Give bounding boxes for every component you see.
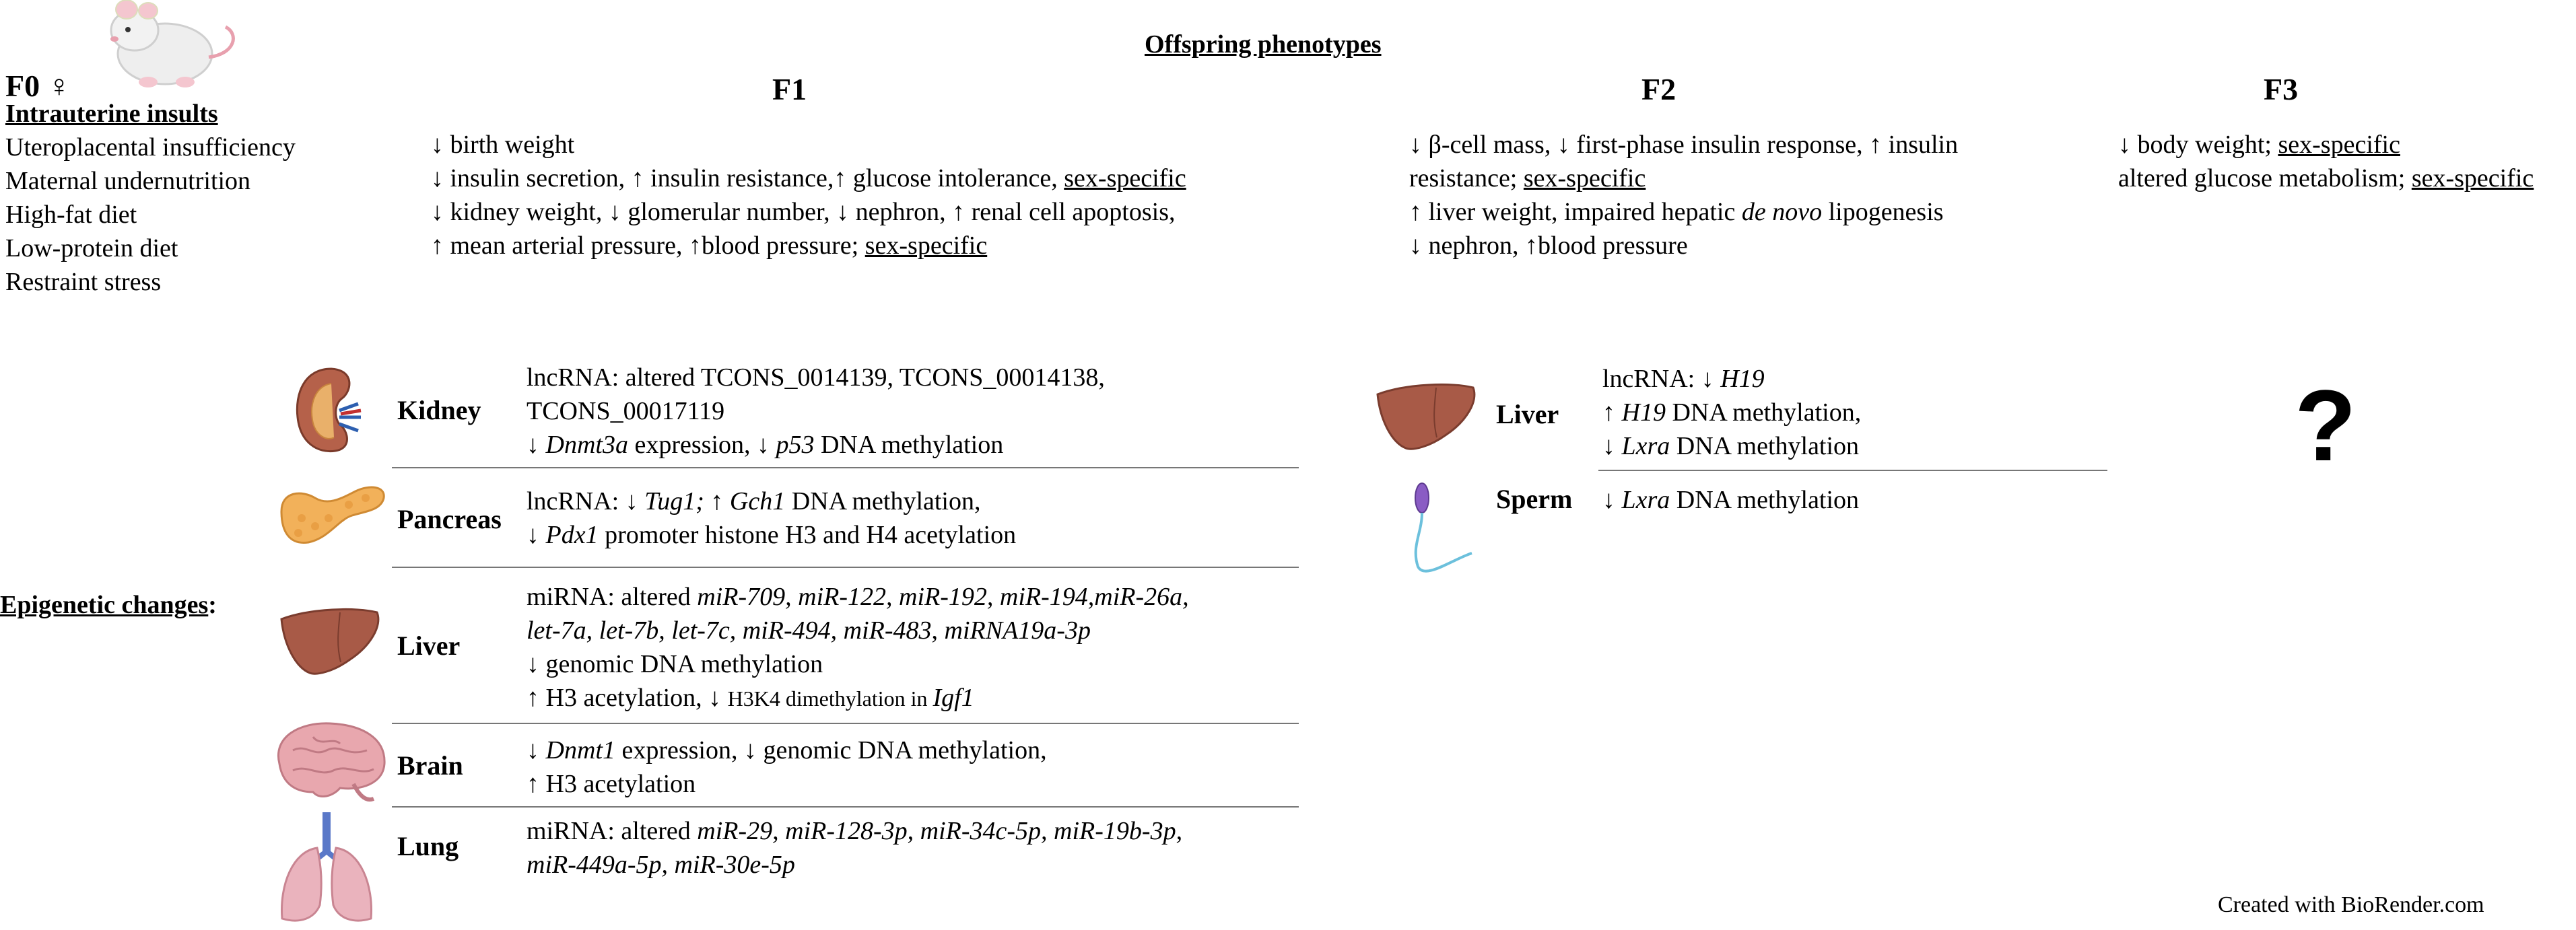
- liver-change-line: ↓ genomic DNA methylation: [527, 650, 823, 678]
- sperm-icon: [1404, 479, 1479, 580]
- liver-change-line: let-7a, let-7b, let-7c, miR-494, miR-483, miRNA19a-3p: [527, 616, 1091, 645]
- insult-item: High-fat diet: [5, 201, 137, 229]
- f1-phenotype-line: ↓ insulin secretion, ↑ insulin resistance,↑ glucose intolerance, sex-specific: [431, 164, 1186, 192]
- epigenetic-changes-label: Epigenetic changes:: [0, 591, 217, 619]
- f2-liver-change-line: ↓ Lxra DNA methylation: [1602, 432, 1860, 460]
- lung-change-line: miRNA: altered miR-29, miR-128-3p, miR-34c-5p, miR-19b-3p,: [527, 817, 1183, 845]
- f3-phenotype-line: altered glucose metabolism; sex-specific: [2118, 164, 2534, 192]
- liver-icon: [1372, 381, 1480, 455]
- lung-change-line: miR-449a-5p, miR-30e-5p: [527, 851, 795, 879]
- liver-change-line: ↑ H3 acetylation, ↓ H3K4 dimethylation in Igf1: [527, 684, 974, 712]
- lung-icon: [273, 811, 380, 929]
- f3-phenotype-line: ↓ body weight; sex-specific: [2118, 131, 2400, 159]
- insult-item: Low-protein diet: [5, 234, 178, 262]
- f2-phenotype-line: ↑ liver weight, impaired hepatic de novo lipogenesis: [1409, 198, 1944, 226]
- kidney-icon: [291, 363, 365, 458]
- f2-header: F2: [1641, 72, 1676, 106]
- sperm-change-line: ↓ Lxra DNA methylation: [1602, 486, 1860, 514]
- question-mark-icon: ?: [2295, 369, 2357, 482]
- insults-heading: Intrauterine insults: [5, 100, 218, 128]
- kidney-change-line: TCONS_00017119: [527, 397, 725, 425]
- insult-item: Maternal undernutrition: [5, 167, 251, 195]
- insult-item: Uteroplacental insufficiency: [5, 133, 296, 162]
- divider: [392, 467, 1299, 468]
- organ-label-kidney: Kidney: [397, 395, 481, 425]
- f1-header: F1: [772, 72, 807, 106]
- kidney-change-line: lncRNA: altered TCONS_0014139, TCONS_00014138,: [527, 363, 1105, 392]
- insult-item: Restraint stress: [5, 268, 162, 296]
- organ-label-lung: Lung: [397, 831, 459, 861]
- organ-label-brain: Brain: [397, 750, 463, 781]
- brain-icon: [266, 717, 394, 804]
- pancreas-icon: [275, 471, 389, 552]
- f1-phenotype-line: ↑ mean arterial pressure, ↑blood pressure; sex-specific: [431, 231, 988, 260]
- organ-label-liver-f2: Liver: [1496, 399, 1559, 429]
- pancreas-change-line: ↓ Pdx1 promoter histone H3 and H4 acetylation: [527, 521, 1017, 549]
- f2-phenotype-line: ↓ nephron, ↑blood pressure: [1409, 231, 1688, 260]
- divider: [392, 567, 1299, 568]
- f0-label: F0 ♀: [5, 69, 71, 103]
- f1-phenotype-line: ↓ birth weight: [431, 131, 575, 159]
- f1-phenotype-line: ↓ kidney weight, ↓ glomerular number, ↓ nephron, ↑ renal cell apoptosis,: [431, 198, 1176, 226]
- organ-label-liver: Liver: [397, 631, 461, 661]
- organ-label-pancreas: Pancreas: [397, 504, 502, 534]
- f2-liver-change-line: ↑ H19 DNA methylation,: [1602, 398, 1862, 427]
- pancreas-change-line: lncRNA: ↓ Tug1; ↑ Gch1 DNA methylation,: [527, 487, 981, 515]
- f2-phenotype-line: ↓ β-cell mass, ↓ first-phase insulin response, ↑ insulin: [1409, 131, 1959, 159]
- mouse-illustration: [101, 0, 249, 91]
- divider: [392, 806, 1299, 808]
- brain-change-line: ↑ H3 acetylation: [527, 770, 696, 798]
- divider: [392, 723, 1299, 724]
- brain-change-line: ↓ Dnmt1 expression, ↓ genomic DNA methylation,: [527, 736, 1047, 764]
- liver-change-line: miRNA: altered miR-709, miR-122, miR-192, miR-194,miR-26a,: [527, 583, 1189, 611]
- organ-label-sperm: Sperm: [1496, 484, 1573, 514]
- page-title: Offspring phenotypes: [1145, 30, 1382, 59]
- liver-icon: [276, 606, 384, 680]
- f3-header: F3: [2264, 72, 2299, 106]
- divider: [1598, 470, 2107, 471]
- kidney-change-line: ↓ Dnmt3a expression, ↓ p53 DNA methylation: [527, 431, 1004, 459]
- biorender-credit: Created with BioRender.com: [2218, 892, 2484, 917]
- f2-liver-change-line: lncRNA: ↓ H19: [1602, 365, 1765, 393]
- f2-phenotype-line: resistance; sex-specific: [1409, 164, 1646, 192]
